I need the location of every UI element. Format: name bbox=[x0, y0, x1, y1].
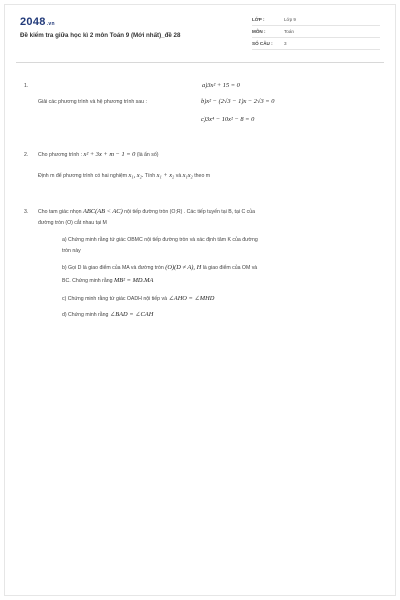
part-b-line-2 bbox=[62, 277, 153, 285]
text: Cho phương trình : bbox=[38, 152, 83, 158]
meta-row-question-count bbox=[252, 38, 380, 50]
part-b-line-1 bbox=[62, 264, 257, 272]
question-2-number: 2. bbox=[24, 152, 29, 158]
meta-label: MÔN : bbox=[252, 29, 266, 34]
text: Định m để phương trình có hai nghiệm bbox=[38, 173, 128, 179]
part-d bbox=[62, 311, 153, 319]
note: (là ẩn số) bbox=[136, 152, 159, 158]
text: theo m bbox=[194, 173, 211, 179]
text: Tính bbox=[144, 173, 156, 179]
text: nội tiếp đường tròn (O;R) . Các tiếp tuyến tại B, tại C của bbox=[124, 209, 256, 215]
text: và bbox=[175, 173, 182, 179]
part-a-line-2: tròn này bbox=[62, 248, 81, 254]
question-1-number: 1. bbox=[24, 83, 29, 89]
math-roots: x₁, x₂. bbox=[128, 172, 144, 179]
meta-row-subject bbox=[252, 26, 380, 38]
meta-table bbox=[252, 14, 380, 50]
math-angles: ∠BAD = ∠CAH bbox=[109, 311, 154, 318]
part-c bbox=[62, 295, 214, 303]
text: c) Chứng minh rằng tứ giác OADH nội tiếp và bbox=[62, 296, 167, 302]
text: b) Gọi D là giao điểm của MA và đường tròn bbox=[62, 265, 164, 271]
text: Cho tam giác nhọn bbox=[38, 209, 82, 215]
question-1-prompt: Giải các phương trình và hệ phương trình sau : bbox=[38, 99, 147, 105]
math-product: x₁x₂ bbox=[182, 172, 193, 179]
text: là giao điểm của OM và bbox=[202, 265, 258, 271]
equation-c: c)3x⁴ − 10x² − 8 = 0 bbox=[201, 116, 255, 123]
logo-main: 2048 bbox=[20, 16, 46, 28]
question-3-intro-1 bbox=[38, 208, 255, 216]
question-2-line-2 bbox=[38, 172, 210, 180]
equation: x² + 3x + m − 1 = 0 bbox=[83, 151, 136, 158]
text: d) Chứng minh rằng bbox=[62, 312, 109, 318]
meta-row-class bbox=[252, 14, 380, 26]
question-3-intro-2: đường tròn (O) cắt nhau tại M bbox=[38, 220, 107, 226]
text: BC. Chứng minh rằng bbox=[62, 278, 113, 284]
equation-a: a)3x² + 15 = 0 bbox=[202, 82, 240, 89]
question-2-line-1 bbox=[38, 151, 158, 159]
equation-b: b)x² − (2√3 − 1)x − 2√3 = 0 bbox=[201, 98, 275, 105]
math-angles: ∠AHO = ∠MHD bbox=[168, 295, 215, 302]
math-sum: x₁ + x₂ bbox=[156, 172, 175, 179]
meta-value: Toán bbox=[284, 29, 294, 34]
meta-value: Lớp 9 bbox=[284, 17, 296, 22]
document-title: Đề kiểm tra giữa học kì 2 môn Toán 9 (Mới nhất)_đề 28 bbox=[20, 32, 181, 39]
logo bbox=[20, 16, 55, 28]
math-identity: MB² = MD.MA bbox=[113, 277, 154, 284]
question-3-number: 3. bbox=[24, 209, 29, 215]
meta-value: 3 bbox=[284, 41, 287, 46]
math-circle: (O)(D ≠ A), H bbox=[165, 264, 202, 271]
meta-label: LỚP : bbox=[252, 17, 265, 22]
meta-label: SỐ CÂU : bbox=[252, 41, 273, 46]
part-a-line-1: a) Chứng minh rằng tứ giác OBMC nội tiếp đường tròn và xác định tâm K của đường bbox=[62, 237, 258, 243]
header-divider bbox=[16, 62, 384, 63]
logo-sub: .vn bbox=[46, 21, 55, 27]
math-triangle: ABC(AB < AC) bbox=[83, 208, 123, 215]
